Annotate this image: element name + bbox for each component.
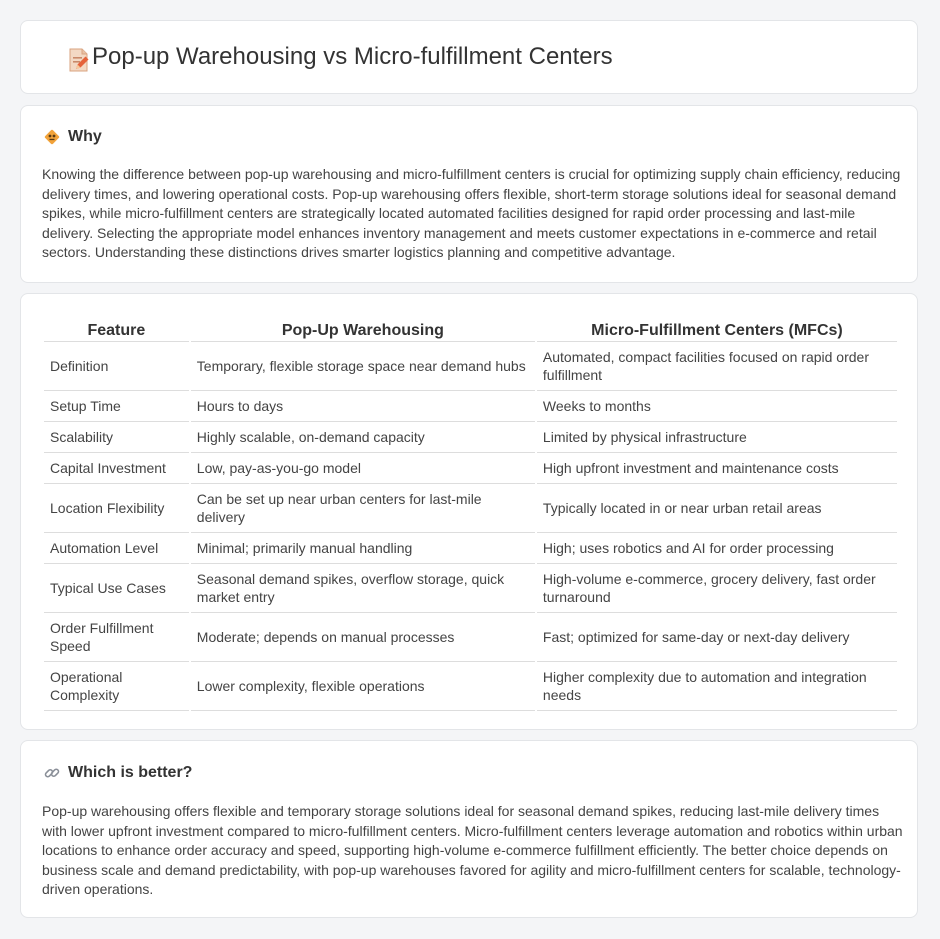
header-mfc: Micro-Fulfillment Centers (MFCs) bbox=[537, 314, 897, 342]
why-heading: Why bbox=[68, 128, 102, 145]
feature-cell: Capital Investment bbox=[44, 453, 189, 484]
popup-cell: Low, pay-as-you-go model bbox=[191, 453, 535, 484]
mfc-cell: Weeks to months bbox=[537, 391, 897, 422]
diamond-warning-icon bbox=[43, 128, 61, 146]
table-row bbox=[44, 533, 897, 564]
popup-cell: Temporary, flexible storage space near demand hubs bbox=[191, 342, 535, 391]
feature-cell: Definition bbox=[44, 342, 189, 391]
header-feature: Feature bbox=[44, 314, 189, 342]
feature-cell: Scalability bbox=[44, 422, 189, 453]
mfc-cell: Limited by physical infrastructure bbox=[537, 422, 897, 453]
table-row bbox=[44, 391, 897, 422]
better-heading: Which is better? bbox=[68, 764, 193, 781]
popup-cell: Moderate; depends on manual processes bbox=[191, 613, 535, 662]
table-row bbox=[44, 613, 897, 662]
mfc-cell: Higher complexity due to automation and integration needs bbox=[537, 662, 897, 711]
popup-cell: Can be set up near urban centers for last-mile delivery bbox=[191, 484, 535, 533]
table-row bbox=[44, 564, 897, 613]
table-row bbox=[44, 342, 897, 391]
table-row bbox=[44, 484, 897, 533]
mfc-cell: Fast; optimized for same-day or next-day delivery bbox=[537, 613, 897, 662]
popup-cell: Lower complexity, flexible operations bbox=[191, 662, 535, 711]
which-better-section bbox=[20, 740, 918, 918]
popup-cell: Highly scalable, on-demand capacity bbox=[191, 422, 535, 453]
table-row bbox=[44, 422, 897, 453]
comparison-section bbox=[20, 293, 918, 730]
mfc-cell: High-volume e-commerce, grocery delivery, fast order turnaround bbox=[537, 564, 897, 613]
comparison-table bbox=[42, 314, 899, 711]
mfc-cell: Typically located in or near urban retail areas bbox=[537, 484, 897, 533]
why-text: Knowing the difference between pop-up warehousing and micro-fulfillment centers is crucial for optimizing supply chain efficiency, reducing delivery times, and lowering operational costs. Pop-up warehousing offers flexible, short-term storage solutions ideal for seasonal demand spikes, while micro-fulfillment centers are strategically located automated facilities designed for rapid order processing and last-mile delivery. Selecting the appropriate model enhances inventory management and meets customer expectations in e-commerce and retail sectors. Understanding these distinctions drives smarter logistics planning and competitive advantage. bbox=[42, 166, 901, 261]
page-title: Pop-up Warehousing vs Micro-fulfillment Centers bbox=[92, 43, 613, 70]
document-pencil-icon bbox=[67, 47, 91, 73]
feature-cell: Setup Time bbox=[44, 391, 189, 422]
table-row bbox=[44, 453, 897, 484]
mfc-cell: High upfront investment and maintenance costs bbox=[537, 453, 897, 484]
mfc-cell: High; uses robotics and AI for order processing bbox=[537, 533, 897, 564]
better-text: Pop-up warehousing offers flexible and temporary storage solutions ideal for seasonal demand spikes, reducing last-mile delivery times with lower upfront investment compared to micro-fulfillment centers. Micro-fulfillment centers leverage automation and robotics within urban locations to enhance order accuracy and speed, supporting high-volume e-commerce fulfillment efficiently. The better choice depends on business scale and demand predictability, with pop-up warehouses favored for agility and micro-fulfillment centers for scalable, technology-driven operations. bbox=[42, 803, 903, 898]
feature-cell: Operational Complexity bbox=[44, 662, 189, 711]
better-header bbox=[43, 764, 192, 782]
popup-cell: Seasonal demand spikes, overflow storage, quick market entry bbox=[191, 564, 535, 613]
table-row bbox=[44, 662, 897, 711]
feature-cell: Order Fulfillment Speed bbox=[44, 613, 189, 662]
link-icon bbox=[43, 764, 61, 782]
title-card bbox=[20, 20, 918, 94]
feature-cell: Typical Use Cases bbox=[44, 564, 189, 613]
why-section bbox=[20, 105, 918, 283]
popup-cell: Hours to days bbox=[191, 391, 535, 422]
feature-cell: Automation Level bbox=[44, 533, 189, 564]
feature-cell: Location Flexibility bbox=[44, 484, 189, 533]
why-header bbox=[43, 128, 102, 146]
header-popup: Pop-Up Warehousing bbox=[191, 314, 535, 342]
mfc-cell: Automated, compact facilities focused on rapid order fulfillment bbox=[537, 342, 897, 391]
popup-cell: Minimal; primarily manual handling bbox=[191, 533, 535, 564]
